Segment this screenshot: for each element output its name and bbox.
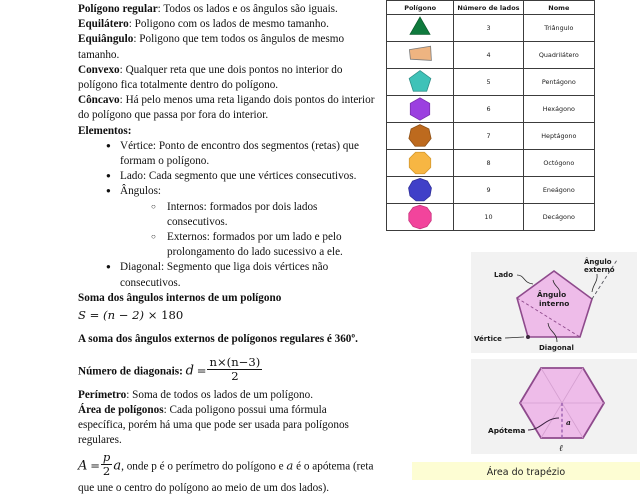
diagonais-equals: =	[196, 364, 207, 379]
area-tail-var: a	[286, 459, 294, 474]
sublist-item-label: Externos	[167, 231, 207, 244]
elementos-list	[78, 139, 376, 291]
cell-polygon-shape	[387, 42, 454, 69]
sublist-item-label: Internos	[167, 200, 204, 213]
list-item-text: : Segmento que liga dois vértices não consecutivos.	[120, 261, 329, 289]
hexagon-apothem-diagram	[471, 359, 637, 454]
definition-text: Qualquer reta que une dois pontos no interior do polígono fica totalmente dentro do polígono.	[78, 63, 343, 92]
perimetro-definition	[78, 388, 376, 403]
hexagon-diagram-svg	[471, 359, 637, 454]
diagonais-lhs: d	[185, 364, 194, 380]
table-row	[387, 150, 595, 177]
cell-polygon-shape	[387, 96, 454, 123]
list-item-angulos	[106, 184, 376, 260]
hexagon-icon	[407, 96, 433, 122]
list-item-lado	[106, 169, 376, 184]
definition-text: Poligono que tem todos os ângulos de mesmo tamanho.	[78, 33, 345, 61]
cell-nome: Eneágono	[523, 177, 594, 204]
cell-numero-de-lados: 7	[454, 123, 523, 150]
cell-nome: Heptágono	[523, 123, 594, 150]
formula-equals: =	[89, 308, 100, 323]
leader-line-vertice	[505, 337, 524, 338]
octagon-icon	[407, 150, 433, 176]
definition-equiangulo	[78, 32, 376, 62]
label-apotema: Apótema	[488, 426, 526, 435]
definition-separator: :	[119, 63, 126, 76]
label-diagonal: Diagonal	[539, 344, 574, 352]
table-row	[387, 204, 595, 231]
area-numerator: p	[102, 450, 111, 465]
list-item-label: Vértice	[120, 139, 153, 152]
label-angulo-externo-line1: Ângulo	[584, 258, 612, 266]
decagon-icon	[407, 204, 433, 230]
pentagon-icon	[407, 69, 433, 95]
definition-separator: :	[128, 18, 135, 31]
cell-polygon-shape	[387, 150, 454, 177]
vertex-dot	[526, 335, 530, 339]
cell-numero-de-lados: 6	[454, 96, 523, 123]
numero-de-diagonais-line	[78, 356, 376, 382]
area-tail-1: , onde p é o perímetro do polígono e	[121, 461, 287, 474]
area-definition	[78, 403, 376, 449]
label-angulo-externo-line2: externo	[584, 266, 615, 274]
cell-numero-de-lados: 8	[454, 150, 523, 177]
label-angulo-interno-line2: interno	[539, 299, 570, 308]
list-item-externos	[151, 230, 376, 260]
label-lado: Lado	[494, 271, 514, 279]
definition-separator: :	[119, 94, 126, 107]
elementos-heading-colon: :	[127, 124, 132, 137]
cell-nome: Octógono	[523, 150, 594, 177]
label-side-symbol: ℓ	[559, 444, 563, 454]
table-row	[387, 42, 595, 69]
polygon-reference-table	[386, 0, 595, 231]
definition-concavo	[78, 93, 376, 123]
cell-numero-de-lados: 10	[454, 204, 523, 231]
spacer	[78, 323, 376, 332]
area-term: Área de polígonos	[78, 403, 164, 416]
definition-term: Equilátero	[78, 18, 129, 31]
cell-numero-de-lados: 5	[454, 69, 523, 96]
definition-text: Há pelo menos uma reta ligando dois pontos do interior do polígono que passa por fora do interior.	[78, 94, 375, 122]
area-lhs: A	[78, 459, 88, 475]
cell-polygon-shape	[387, 69, 454, 96]
list-item-label: Diagonal	[120, 261, 162, 274]
list-item-diagonal	[106, 260, 376, 290]
soma-angulos-externos-note: A soma dos ângulos externos de polígonos regulares é 360º.	[78, 333, 358, 346]
leader-line-angulo-externo	[592, 274, 597, 292]
formula-soma-angulos-internos	[78, 308, 376, 323]
list-item-label: Ângulos	[120, 185, 158, 198]
triangle-icon	[407, 15, 433, 41]
numero-de-diagonais-label: Número de diagonais:	[78, 366, 183, 379]
table-row	[387, 15, 595, 42]
table-row	[387, 177, 595, 204]
area-equals: =	[90, 459, 100, 474]
table-row	[387, 123, 595, 150]
area-fraction	[101, 451, 112, 477]
elementos-heading-label: Elementos	[78, 124, 128, 137]
elementos-heading	[78, 124, 376, 139]
column-header-nome: Nome	[523, 1, 594, 15]
diagonais-fraction	[207, 356, 262, 382]
list-item-internos	[151, 200, 376, 230]
definition-poligono-regular	[78, 2, 376, 17]
pentagon-anatomy-diagram	[471, 252, 637, 353]
angulos-sublist	[120, 200, 376, 261]
formula-value: 180	[161, 308, 184, 323]
nonagon-icon	[407, 177, 433, 203]
cell-numero-de-lados: 3	[454, 15, 523, 42]
formula-area-poligono	[78, 451, 376, 477]
formula-times: ×	[147, 308, 158, 323]
cell-nome: Hexágono	[523, 96, 594, 123]
cell-polygon-shape	[387, 204, 454, 231]
sublist-item-text: : formados por um lado e pelo prolongamento do lado sucessivo a ele.	[167, 231, 343, 259]
cell-polygon-shape	[387, 123, 454, 150]
area-tail-2: é o apótema (reta	[293, 461, 374, 474]
pentagon-diagram-svg	[471, 252, 637, 353]
perimetro-term: Perímetro	[78, 388, 127, 401]
column-header-numero-de-lados: Número de lados	[454, 1, 523, 15]
label-apotema-symbol: a	[566, 418, 571, 427]
diagonais-numerator: n×(n−3)	[209, 355, 261, 370]
formula-lhs: S	[78, 308, 86, 323]
list-item-label: Lado	[120, 170, 143, 183]
cell-numero-de-lados: 4	[454, 42, 523, 69]
definition-term: Equiângulo	[78, 33, 134, 46]
cell-numero-de-lados: 9	[454, 177, 523, 204]
leader-line-lado	[517, 275, 533, 284]
cell-nome: Pentágono	[523, 69, 594, 96]
definition-term: Côncavo	[78, 94, 120, 107]
list-item-vertice	[106, 139, 376, 169]
area-text: : Cada poligono possui uma fórmula específica, porém há uma que pode ser usada para polígonos regulares.	[78, 403, 349, 447]
quadrilateral-icon	[407, 42, 433, 68]
definition-separator: :	[157, 3, 164, 15]
definition-text: Todos os lados e os ângulos são iguais.	[163, 3, 338, 15]
perimetro-text: : Soma de todos os lados de um polígono.	[126, 388, 314, 401]
list-item-text: : Ponto de encontro dos segmentos (retas) que formam o polígono.	[120, 139, 359, 168]
definition-separator: :	[133, 33, 140, 46]
definition-term: Polígono regular	[78, 3, 158, 15]
sublist-item-text: : formados por dois lados consecutivos.	[167, 200, 318, 228]
table-body	[387, 15, 595, 231]
table-header-row	[387, 1, 595, 15]
table-row	[387, 69, 595, 96]
definition-text: Poligono com os lados de mesmo tamanho.	[134, 18, 329, 31]
table-row	[387, 96, 595, 123]
label-vertice: Vértice	[474, 335, 502, 343]
cell-polygon-shape	[387, 177, 454, 204]
area-denominator: 2	[101, 464, 112, 478]
heptagon-icon	[407, 123, 433, 149]
notes-text-column	[78, 2, 376, 497]
area-factor: a	[113, 459, 122, 475]
list-item-text: : Cada segmento que une vértices consecutivos.	[143, 170, 357, 183]
table-head	[387, 1, 595, 15]
cell-nome: Triângulo	[523, 15, 594, 42]
soma-angulos-internos-heading: Soma dos ângulos internos de um polígono	[78, 291, 282, 304]
formula-area-tail-line: que une o centro do polígono ao meio de um dos lados).	[78, 482, 330, 495]
column-header-poligono: Polígono	[387, 1, 454, 15]
definition-convexo	[78, 63, 376, 93]
cell-nome: Quadrilátero	[523, 42, 594, 69]
diagonais-denominator: 2	[207, 369, 262, 383]
definition-term: Convexo	[78, 63, 120, 76]
list-item-text: :	[157, 185, 162, 198]
area-do-trapezio-banner: Área do trapézio	[412, 462, 640, 480]
formula-rhs: (n − 2)	[103, 308, 145, 323]
cell-polygon-shape	[387, 15, 454, 42]
cell-nome: Decágono	[523, 204, 594, 231]
definition-equilatero	[78, 17, 376, 32]
label-angulo-interno-line1: Ângulo	[537, 290, 567, 299]
